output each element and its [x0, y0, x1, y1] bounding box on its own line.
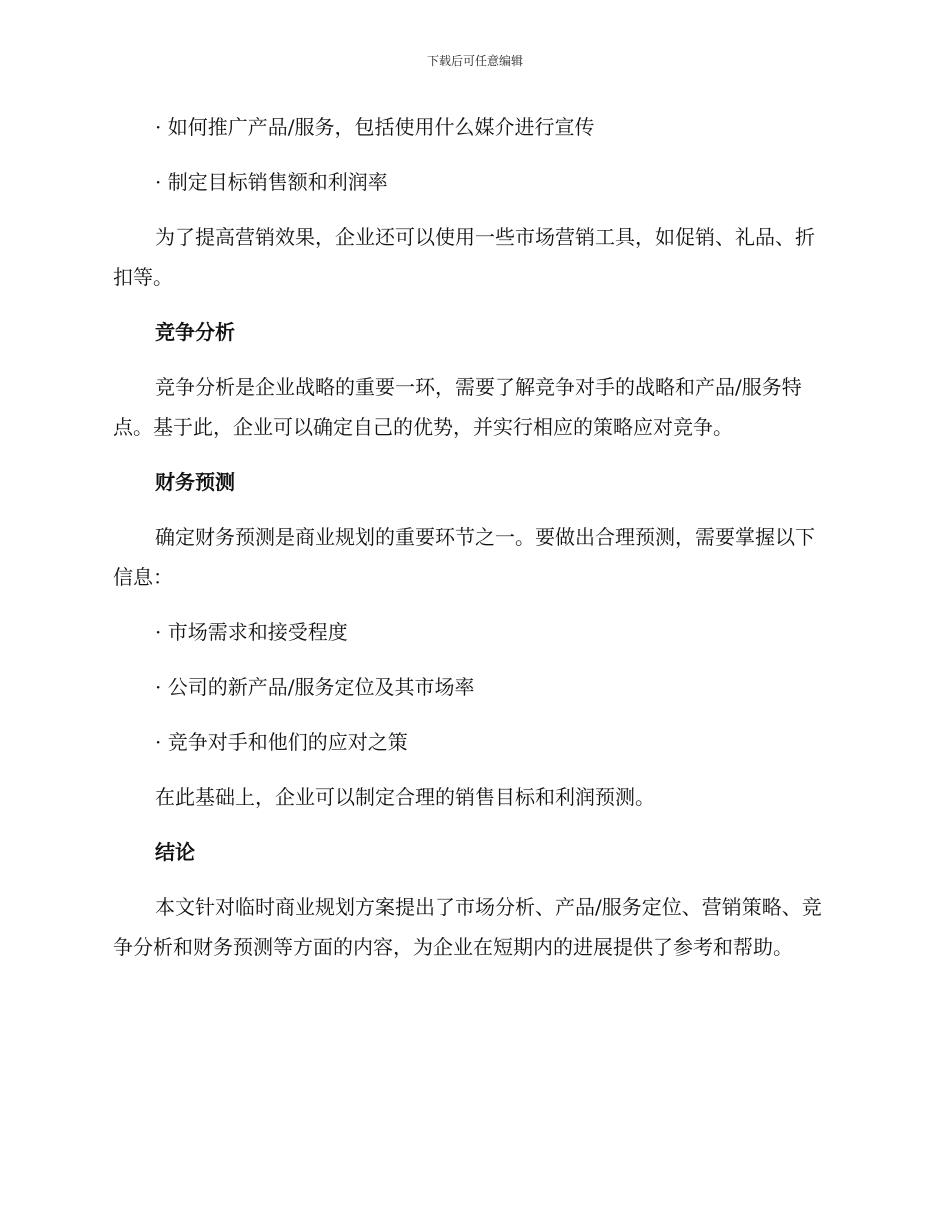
paragraph: 竞争分析是企业战略的重要一环，需要了解竞争对手的战略和产品/服务特点。基于此，企业可以确定自己的优势，并实行相应的策略应对竞争。	[113, 375, 802, 439]
bullet-item: · 制定目标销售额和利润率	[155, 170, 388, 194]
paragraph: 确定财务预测是商业规划的重要环节之一。要做出合理预测，需要掌握以下信息：	[113, 525, 815, 589]
paragraph: 在此基础上，企业可以制定合理的销售目标和利润预测。	[155, 785, 655, 809]
bullet-item: · 竞争对手和他们的应对之策	[155, 730, 408, 754]
section-heading-conclusion: 结论	[155, 840, 195, 864]
section-heading-competition: 竞争分析	[155, 320, 235, 344]
paragraph: 为了提高营销效果，企业还可以使用一些市场营销工具，如促销、礼品、折扣等。	[113, 225, 815, 289]
section-heading-finance: 财务预测	[155, 470, 235, 494]
document-body	[113, 107, 833, 982]
bullet-item: · 如何推广产品/服务，包括使用什么媒介进行宣传	[155, 115, 595, 139]
bullet-item: · 公司的新产品/服务定位及其市场率	[155, 675, 475, 699]
bullet-item: · 市场需求和接受程度	[155, 620, 348, 644]
paragraph: 本文针对临时商业规划方案提出了市场分析、产品/服务定位、营销策略、竞争分析和财务预测等方面的内容，为企业在短期内的进展提供了参考和帮助。	[113, 895, 822, 959]
page-header-note: 下载后可任意编辑	[426, 54, 523, 68]
